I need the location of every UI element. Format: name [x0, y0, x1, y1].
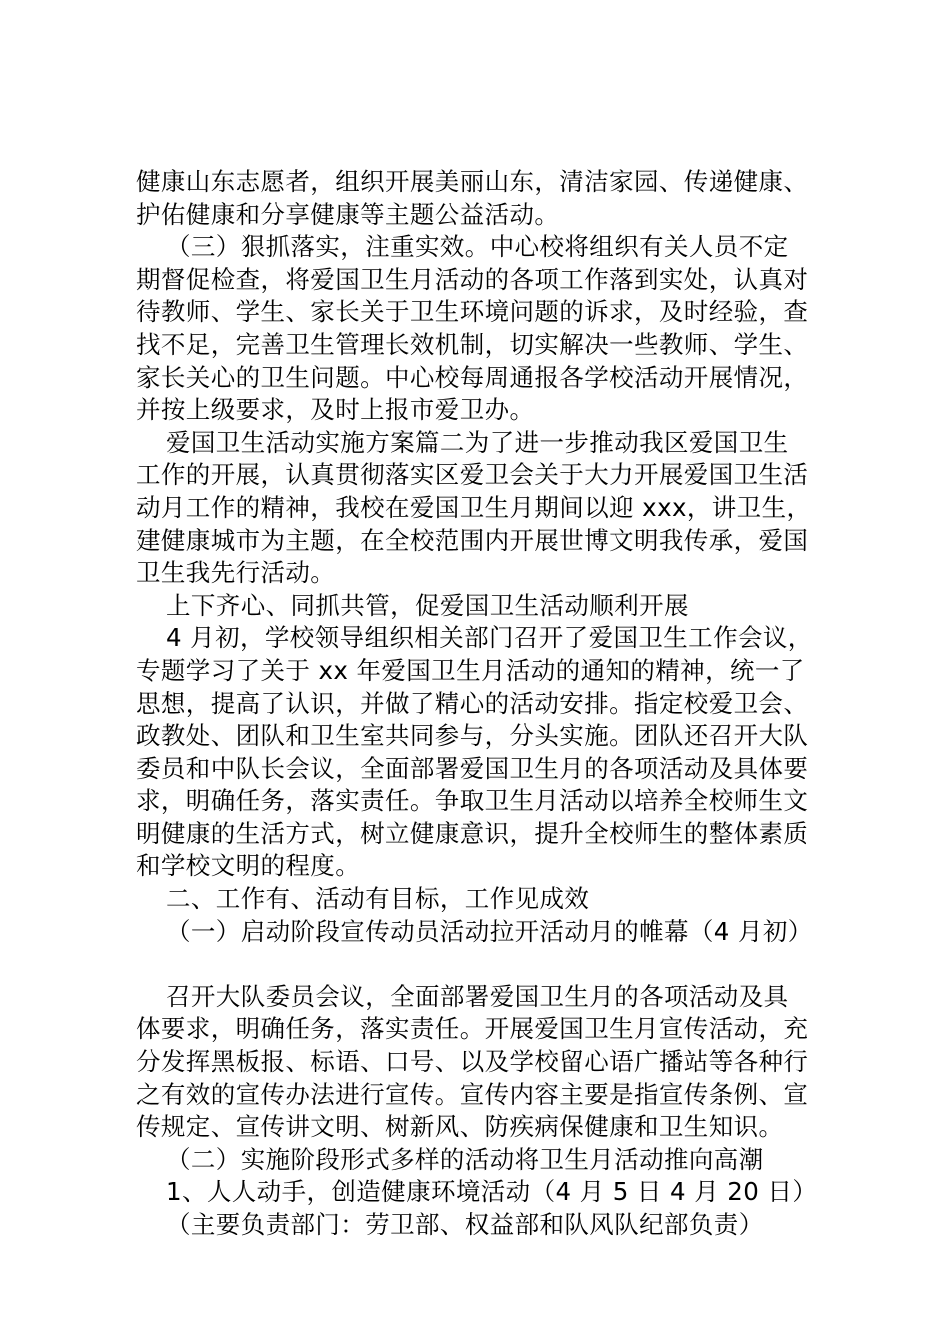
text-line: 之有效的宣传办法进行宣传。宣传内容主要是指宣传条例、宣 — [136, 1079, 809, 1109]
text-line: 动月工作的精神，我校在爱国卫生月期间以迎 xxx，讲卫生， — [136, 492, 812, 522]
text-line: 爱国卫生活动实施方案篇二为了进一步推动我区爱国卫生 — [166, 427, 789, 457]
text-line: 并按上级要求，及时上报市爱卫办。 — [136, 395, 535, 425]
text-line: 明健康的生活方式，树立健康意识，提升全校师生的整体素质 — [136, 818, 809, 848]
text-line: 1、人人动手，创造健康环境活动（4 月 5 日 4 月 20 日） — [166, 1177, 818, 1207]
text-line: 待教师、学生、家长关于卫生环境问题的诉求，及时经验，查 — [136, 297, 809, 327]
text-line: 卫生我先行活动。 — [136, 558, 336, 588]
text-line: （主要负责部门：劳卫部、权益部和队风队纪部负责） — [166, 1210, 764, 1239]
text-line: 家长关心的卫生问题。中心校每周通报各学校活动开展情况， — [136, 362, 809, 392]
text-line: 专题学习了关于 xx 年爱国卫生月活动的通知的精神，统一了 — [136, 655, 805, 685]
text-line: 期督促检查，将爱国卫生月活动的各项工作落到实处，认真对 — [136, 264, 809, 294]
text-line: 4 月初，学校领导组织相关部门召开了爱国卫生工作会议， — [166, 623, 813, 653]
text-line: 和学校文明的程度。 — [136, 851, 361, 881]
text-line: 召开大队委员会议，全面部署爱国卫生月的各项活动及具 — [166, 981, 789, 1011]
text-line: 委员和中队长会议，全面部署爱国卫生月的各项活动及具体要 — [136, 753, 809, 783]
text-line: 工作的开展，认真贯彻落实区爱卫会关于大力开展爱国卫生活 — [136, 460, 809, 490]
text-line: 建健康城市为主题，在全校范围内开展世博文明我传承，爱国 — [136, 525, 809, 555]
text-line: 体要求，明确任务，落实责任。开展爱国卫生月宣传活动，充 — [136, 1014, 809, 1044]
text-line: 上下齐心、同抓共管，促爱国卫生活动顺利开展 — [166, 590, 689, 620]
document-body — [136, 166, 826, 1242]
text-line: 找不足，完善卫生管理长效机制，切实解决一些教师、学生、 — [136, 329, 809, 359]
text-line: 传规定、宣传讲文明、树新风、防疾病保健康和卫生知识。 — [136, 1112, 784, 1142]
text-line: 政教处、团队和卫生室共同参与，分头实施。团队还召开大队 — [136, 721, 809, 751]
blank-line — [136, 948, 826, 981]
text-line: 二、工作有、活动有目标，工作见成效 — [166, 884, 590, 914]
text-line: 分发挥黑板报、标语、口号、以及学校留心语广播站等各种行 — [136, 1047, 809, 1077]
text-line: （三）狠抓落实，注重实效。中心校将组织有关人员不定 — [166, 232, 789, 262]
text-line: （二）实施阶段形式多样的活动将卫生月活动推向高潮 — [166, 1144, 764, 1174]
text-line: （一）启动阶段宣传动员活动拉开活动月的帷幕（4 月初） — [166, 916, 813, 946]
text-line: 求，明确任务，落实责任。争取卫生月活动以培养全校师生文 — [136, 786, 809, 816]
text-line: 护佑健康和分享健康等主题公益活动。 — [136, 199, 560, 229]
text-line: 健康山东志愿者，组织开展美丽山东，清洁家园、传递健康、 — [136, 167, 809, 196]
text-line: 思想，提高了认识，并做了精心的活动安排。指定校爱卫会、 — [136, 688, 809, 718]
